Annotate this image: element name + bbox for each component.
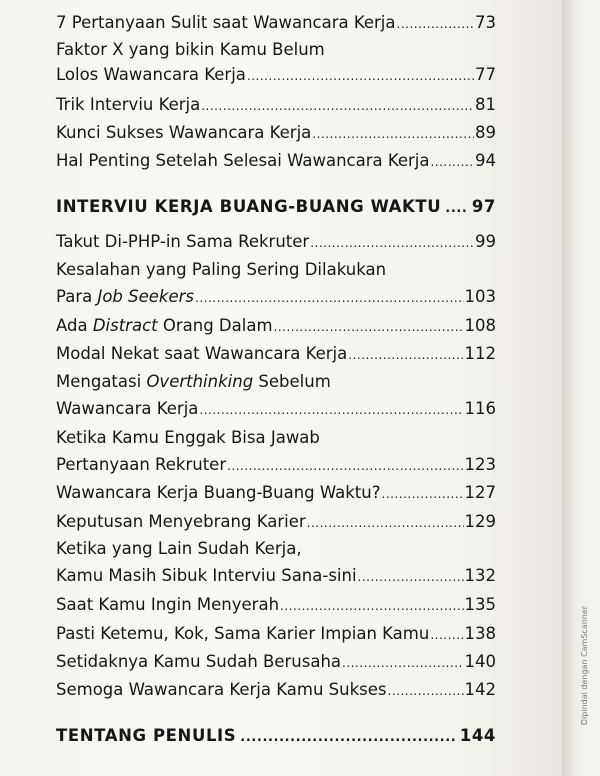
dot-leader: [445, 201, 468, 216]
toc-entry: [56, 231, 496, 254]
toc-entry-title-line1: Ketika yang Lain Sudah Kerja,: [56, 539, 302, 558]
dot-leader: [310, 232, 474, 254]
section-heading: [56, 726, 496, 745]
toc-entry-page: 132: [464, 566, 496, 585]
toc-entry: [56, 150, 496, 173]
toc-entry-page: 138: [464, 624, 496, 643]
toc-entry-title: Setidaknya Kamu Sudah Berusaha: [56, 652, 342, 671]
toc-entry-page: 142: [464, 680, 496, 699]
toc-entry: [56, 39, 496, 87]
section-title: INTERVIU KERJA BUANG-BUANG WAKTU: [56, 197, 442, 216]
toc-entry-title: 7 Pertanyaan Sulit saat Wawancara Kerja: [56, 13, 396, 32]
dot-leader: [307, 512, 464, 534]
dot-leader: [227, 455, 463, 477]
toc-entry-page: 123: [464, 455, 496, 474]
toc-entry-page: 103: [464, 287, 496, 306]
toc-entry: [56, 594, 496, 617]
toc-entry-page: 99: [475, 232, 496, 251]
toc-entry: [56, 12, 496, 35]
toc-entry-page: 116: [464, 399, 496, 418]
toc-entry: [56, 94, 496, 117]
toc-entry-title: Trik Interviu Kerja: [56, 95, 201, 114]
dot-leader: [430, 151, 474, 173]
toc-entry-page: 89: [475, 123, 496, 142]
toc-entry: [56, 651, 496, 674]
toc-entry-title: Kamu Masih Sibuk Interviu Sana-sini: [56, 566, 357, 585]
dot-leader: [348, 344, 463, 366]
toc-entry-title-line1: Mengatasi Overthinking Sebelum: [56, 372, 331, 391]
toc-entry-title: Takut Di-PHP-in Sama Rekruter: [56, 232, 310, 251]
toc-entry-page: 112: [464, 344, 496, 363]
toc-entry-title: Saat Kamu Ingin Menyerah: [56, 595, 280, 614]
toc-entry-title: Lolos Wawancara Kerja: [56, 65, 246, 84]
toc-entry-page: 127: [464, 483, 496, 502]
toc-entry-page: 140: [464, 652, 496, 671]
section-page: 144: [459, 726, 496, 745]
toc-entry-title: Hal Penting Setelah Selesai Wawancara Kerja: [56, 151, 430, 170]
toc-entry-title: Ada Distract Orang Dalam: [56, 316, 273, 335]
dot-leader: [312, 123, 474, 145]
toc-entry-title-line1: Faktor X yang bikin Kamu Belum: [56, 40, 325, 59]
dot-leader: [201, 95, 474, 117]
toc-entry-page: 81: [475, 95, 496, 114]
dot-leader: [388, 680, 464, 702]
dot-leader: [195, 287, 463, 309]
toc-entry-page: 129: [464, 512, 496, 531]
toc-entry: [56, 623, 496, 646]
toc-entry: [56, 427, 496, 477]
toc-entry-title: Modal Nekat saat Wawancara Kerja: [56, 344, 348, 363]
toc-entry-title: Pasti Ketemu, Kok, Sama Karier Impian Kamu: [56, 624, 430, 643]
toc-entry: [56, 482, 496, 505]
toc-entry-title: Para Job Seekers: [56, 287, 195, 306]
dot-leader: [199, 399, 463, 421]
section-page: 97: [471, 197, 496, 216]
toc-entry: [56, 343, 496, 366]
dot-leader: [382, 483, 464, 505]
toc-entry: [56, 538, 496, 588]
section-heading: [56, 197, 496, 216]
toc-entry-title: Keputusan Menyebrang Karier: [56, 512, 306, 531]
toc-entry-title: Kunci Sukses Wawancara Kerja: [56, 123, 312, 142]
toc-entry-page: 94: [475, 151, 496, 170]
toc-entry: [56, 122, 496, 145]
dot-leader: [240, 730, 455, 745]
scanner-watermark: [578, 560, 592, 770]
toc-entry: [56, 511, 496, 534]
toc-entry: [56, 679, 496, 702]
toc-entry-title-line1: Kesalahan yang Paling Sering Dilakukan: [56, 260, 387, 279]
dot-leader: [280, 595, 463, 617]
dot-leader: [430, 624, 463, 646]
watermark-text: Dipindai dengan CamScanner: [580, 605, 590, 726]
dot-leader: [274, 316, 464, 338]
toc-entry-title: Wawancara Kerja: [56, 399, 199, 418]
toc-entry-page: 77: [475, 65, 496, 84]
toc-entry-page: 135: [464, 595, 496, 614]
dot-leader: [247, 65, 474, 87]
toc-entry-page: 73: [475, 13, 496, 32]
toc-entry-page: 108: [464, 316, 496, 335]
dot-leader: [358, 566, 464, 588]
dot-leader: [342, 652, 463, 674]
toc-entry: [56, 371, 496, 421]
toc-entry-title-line1: Ketika Kamu Enggak Bisa Jawab: [56, 428, 320, 447]
section-title: TENTANG PENULIS: [56, 726, 237, 745]
dot-leader: [397, 13, 475, 35]
toc-entry-title: Pertanyaan Rekruter: [56, 455, 227, 474]
toc-entry-title: Semoga Wawancara Kerja Kamu Sukses: [56, 680, 387, 699]
toc-entry: [56, 315, 496, 338]
toc-entry-title: Wawancara Kerja Buang-Buang Waktu?: [56, 483, 381, 502]
toc-entry: [56, 259, 496, 309]
